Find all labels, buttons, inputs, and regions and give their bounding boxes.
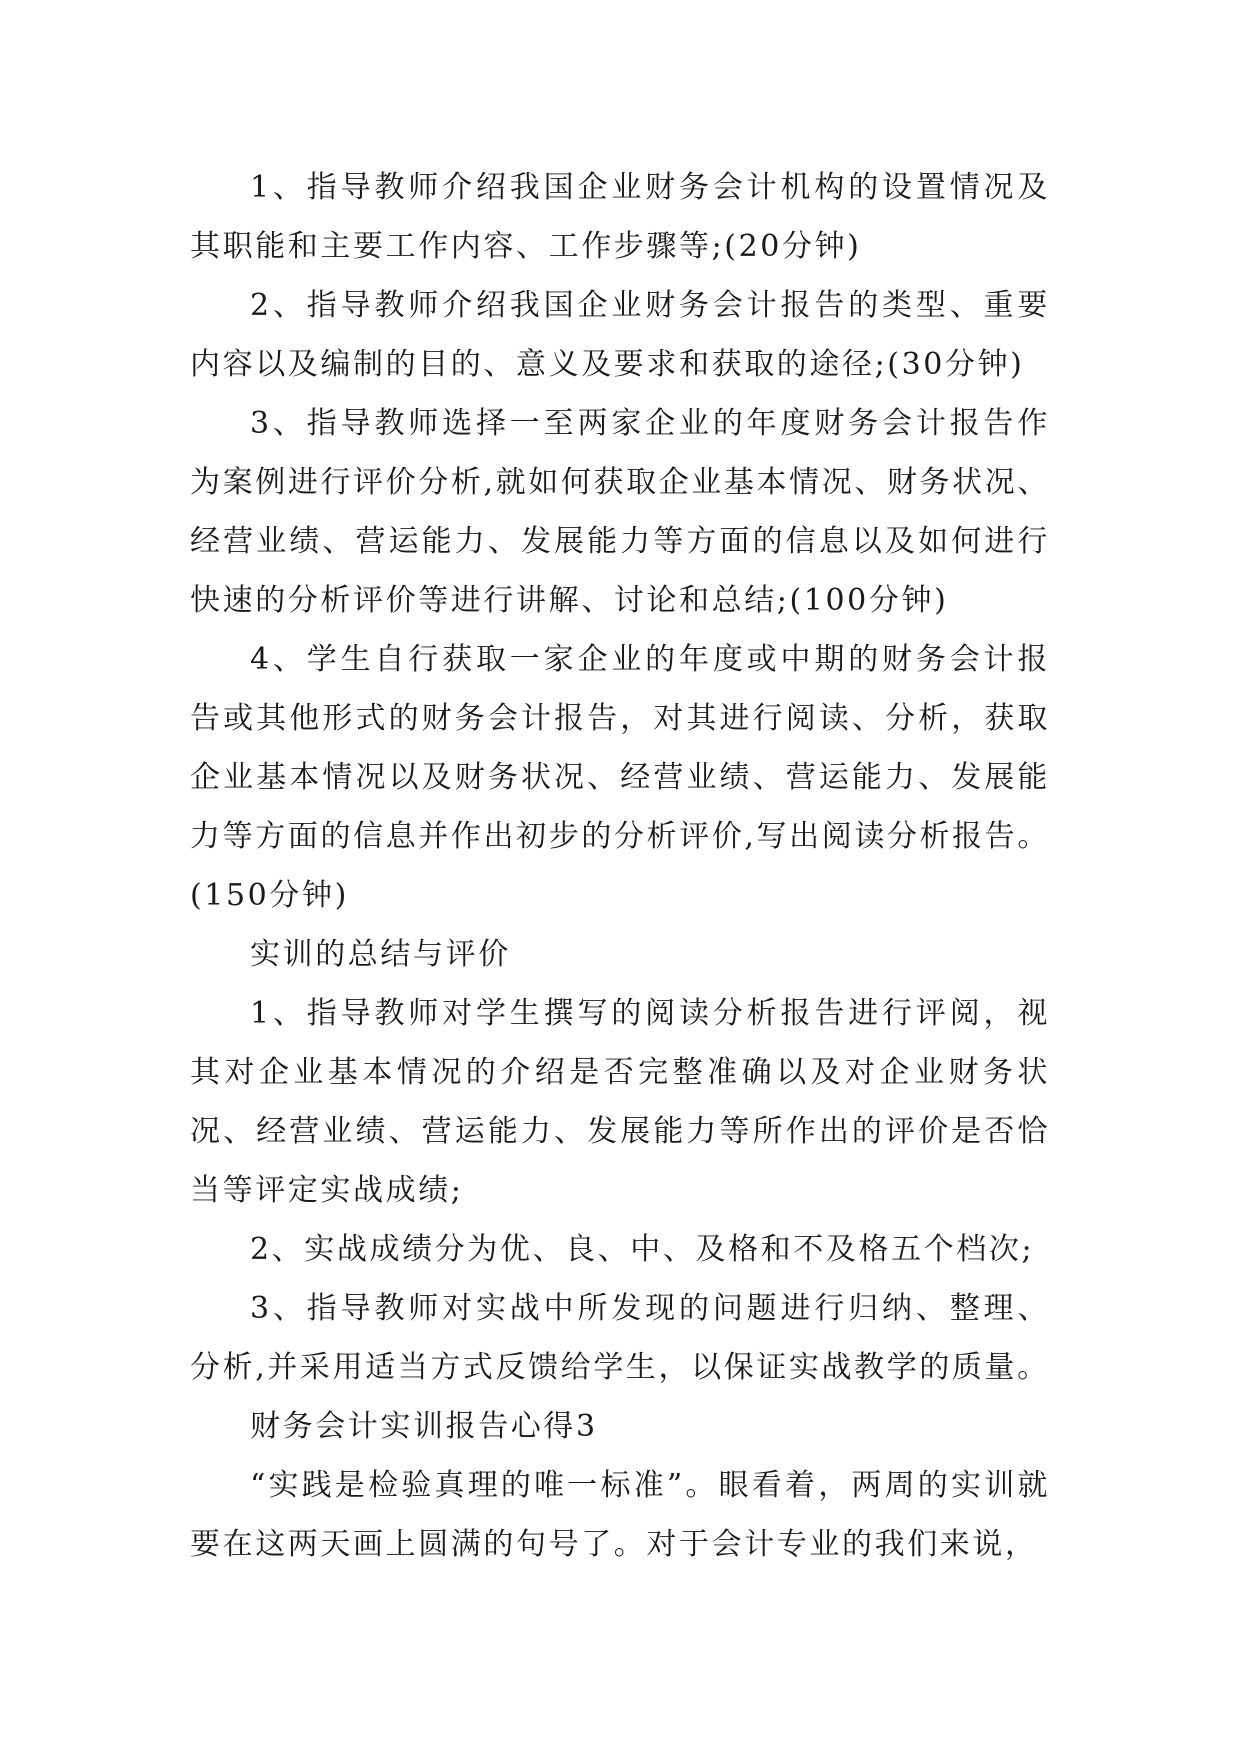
- paragraph-eval-3-feedback: 3、指导教师对实战中所发现的问题进行归纳、整理、分析,并采用适当方式反馈给学生，以保证实战教学的质量。: [190, 1291, 1050, 1385]
- paragraph-step-2-intro-report-types: 2、指导教师介绍我国企业财务会计报告的类型、重要内容以及编制的目的、意义及要求和获取的途径;(30分钟): [190, 288, 1050, 382]
- paragraph-eval-1-review: 1、指导教师对学生撰写的阅读分析报告进行评阅，视其对企业基本情况的介绍是否完整准确以及对企业财务状况、经营业绩、营运能力、发展能力等所作出的评价是否恰当等评定实战成绩;: [190, 996, 1050, 1208]
- section-heading-summary-evaluation: 实训的总结与评价: [250, 937, 511, 972]
- paragraph-step-3-case-analysis: 3、指导教师选择一至两家企业的年度财务会计报告作为案例进行评价分析,就如何获取企业基本情况、财务状况、经营业绩、营运能力、发展能力等方面的信息以及如何进行快速的分析评价等进行讲解、讨论和总结;(100分钟): [190, 406, 1050, 618]
- section-heading-report-3: 财务会计实训报告心得3: [250, 1409, 598, 1444]
- paragraph-step-1-intro-accounting-structure: 1、指导教师介绍我国企业财务会计机构的设置情况及其职能和主要工作内容、工作步骤等;(20分钟): [190, 170, 1050, 264]
- document-body: [190, 158, 1050, 1574]
- paragraph-step-4-student-report: 4、学生自行获取一家企业的年度或中期的财务会计报告或其他形式的财务会计报告，对其进行阅读、分析，获取企业基本情况以及财务状况、经营业绩、营运能力、发展能力等方面的信息并作出初步的分析评价,写出阅读分析报告。(150分钟): [190, 642, 1050, 913]
- paragraph-eval-2-grades: 2、实战成绩分为优、良、中、及格和不及格五个档次;: [250, 1232, 1035, 1267]
- paragraph-report-3-intro: “实践是检验真理的唯一标准”。眼看着，两周的实训就要在这两天画上圆满的句号了。对于会计专业的我们来说，: [190, 1468, 1050, 1562]
